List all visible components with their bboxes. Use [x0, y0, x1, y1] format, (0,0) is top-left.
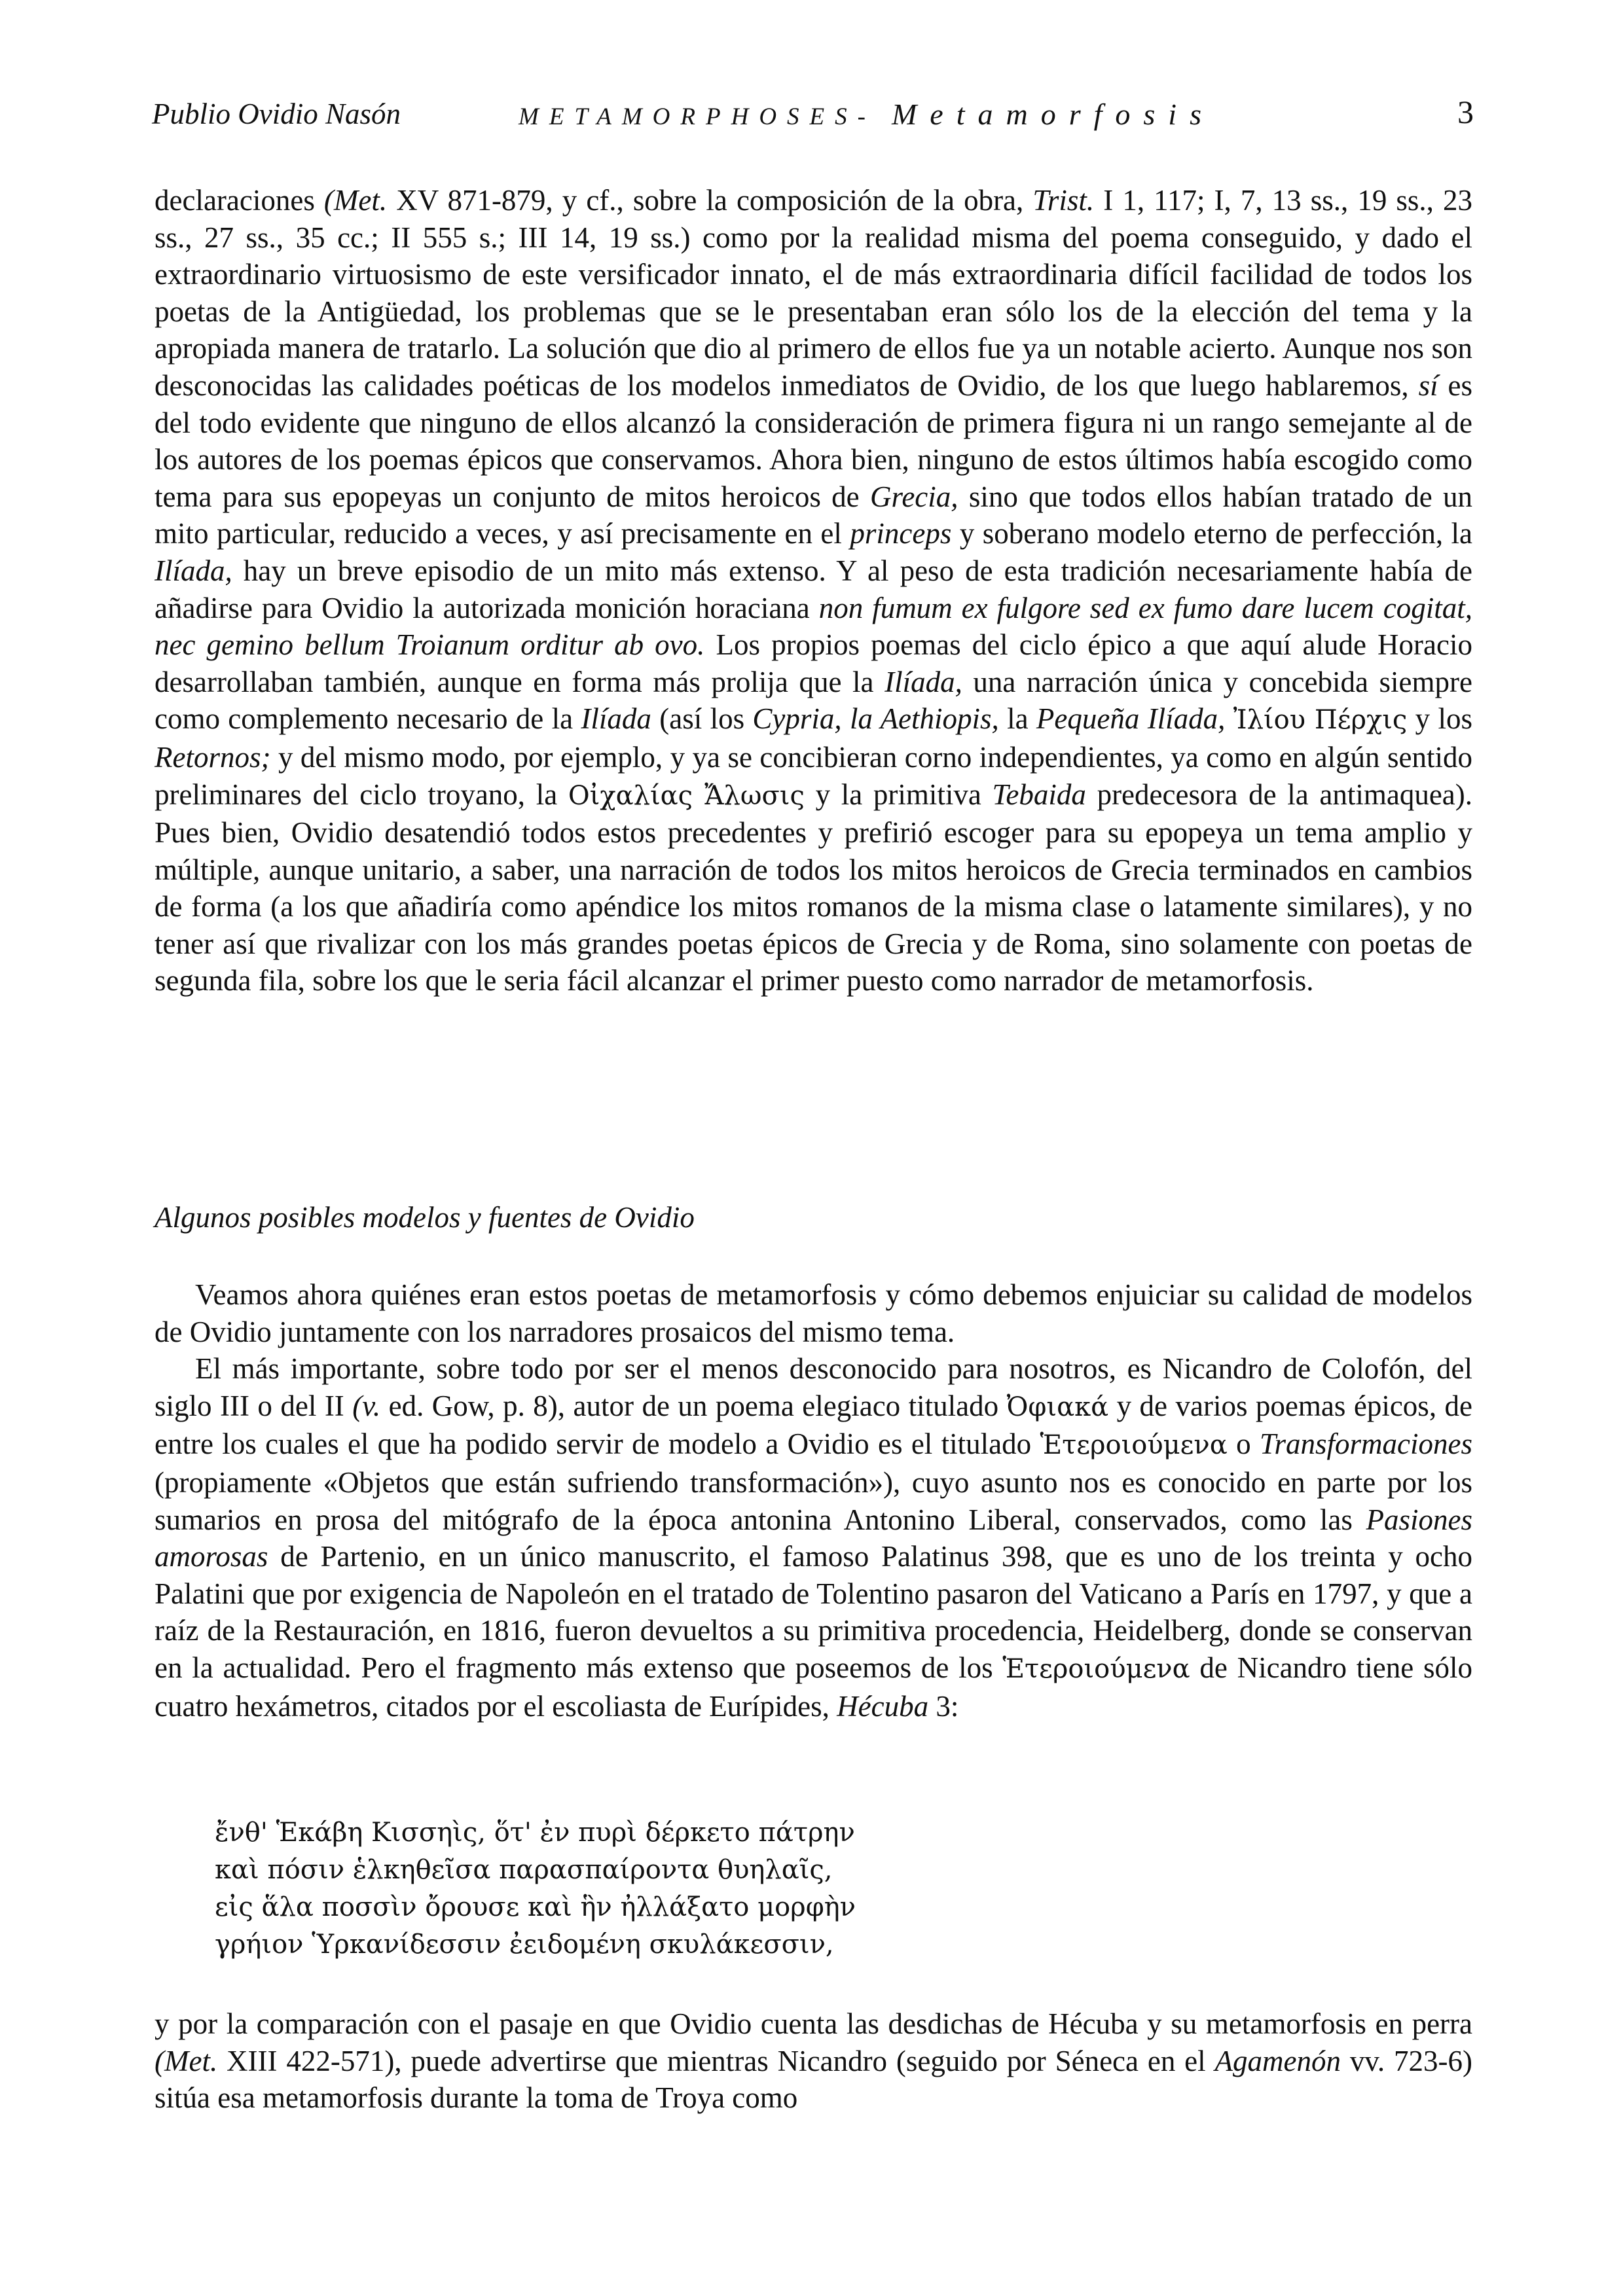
- italic-run: Ilíada,: [155, 554, 232, 587]
- page-number: 3: [1457, 94, 1474, 130]
- italic-run: Ilíada,: [884, 665, 962, 698]
- text-run: o: [1227, 1427, 1260, 1461]
- text-run: de Partenio, en un único manuscrito, el famoso Palatinus 398, que es uno de los treinta y ocho Palatini que por exigencia de Napoleón en el tratado de Tolentino pasaron del Vaticano a París en 1797, y que a raíz de la Restauración, en 1816, fueron devueltos a su primitiva procedencia, Heidelberg, donde se conservan en la actualidad. Pero el fragmento más extenso que poseemos de los: [155, 1540, 1472, 1684]
- header-separator: -: [857, 103, 876, 130]
- header-title: [519, 97, 1214, 132]
- italic-run: Hécuba: [837, 1689, 929, 1723]
- verse-line-2: καὶ πόσιν ἑλκηθεῖσα παρασπαίροντα θυηλαῖς,: [215, 1855, 833, 1885]
- text-run: y del mismo modo, por ejemplo, y ya se concibieran corno independientes, ya como en algún sentido preliminares del ciclo troyano, la: [155, 740, 1472, 811]
- greek-run: Οἰχαλίας Ἄλωσις: [568, 780, 805, 811]
- verse-line-3: εἰς ἅλα ποσσὶν ὄρουσε καὶ ἣν ἠλλάξατο μορφὴν: [215, 1892, 856, 1922]
- paragraph-4-text: [155, 2005, 1472, 2117]
- paragraph-1-text: [155, 182, 1472, 999]
- verse-line-4: γρήιον Ὑρκανίδεσσιν ἐειδομένη σκυλάκεσσιν,: [215, 1929, 834, 1960]
- italic-run: Trist.: [1032, 184, 1095, 217]
- text-run: y soberano modelo eterno de perfección, la: [951, 517, 1473, 550]
- paragraph-1: [155, 182, 1472, 999]
- text-run: vv. 723-6) sitúa esa metamorfosis durante la toma de Troya como: [155, 2044, 1472, 2115]
- text-run: [1225, 702, 1233, 735]
- italic-run: princeps: [850, 517, 952, 550]
- paragraph-block-2: [155, 1276, 1472, 1725]
- paragraph-3-text: [155, 1350, 1472, 1725]
- italic-run: Transformaciones: [1259, 1427, 1472, 1461]
- greek-run: Ὀφιακά: [1006, 1391, 1109, 1422]
- running-header: [152, 94, 1474, 143]
- text-run: El más importante, sobre todo por ser el menos desconocido para nosotros, es Nicandro de Colofón, del siglo III o del II: [155, 1352, 1472, 1422]
- text-run: la: [998, 702, 1036, 736]
- text-run: y la primitiva: [804, 778, 993, 811]
- text-run: declaraciones: [155, 184, 324, 217]
- header-author: Publio Ovidio Nasón: [152, 98, 401, 130]
- text-run: ed. Gow, p. 8), autor de un poema elegiaco titulado: [380, 1389, 1007, 1422]
- italic-run: Cypria, la Aethiopis,: [752, 702, 999, 736]
- italic-run: sí: [1418, 368, 1438, 402]
- text-run: hay un breve episodio de un mito más extenso. Y al peso de esta tradición necesariamente había de añadirse para Ovidio la autorizada monición horaciana: [155, 554, 1472, 624]
- italic-run: Agamenón: [1214, 2044, 1341, 2077]
- greek-run: Ἑτεροιούμενα: [1040, 1430, 1228, 1461]
- section-heading: Algunos posibles modelos y fuentes de Ovidio: [155, 1201, 695, 1234]
- italic-run: (v.: [352, 1389, 381, 1422]
- verse-line-1: ἔνθ' Ἑκάβη Κισσηὶς, ὅτ' ἐν πυρὶ δέρκετο πάτρην: [215, 1818, 855, 1848]
- text-run: XIII 422-571), puede advertirse que mientras Nicandro (seguido por Séneca en el: [217, 2044, 1215, 2077]
- italic-run: Ilíada: [581, 702, 651, 736]
- text-run: (propiamente «Objetos que están sufriendo transformación»), cuyo asunto nos es conocido en parte por los sumarios en prosa del mitógrafo de la época antonina Antonino Liberal, conservados, como las: [155, 1465, 1472, 1536]
- italic-run: Tebaida: [992, 778, 1086, 811]
- italic-run: non fumum ex fulgore sed ex fumo dare lucem cogitat, nec gemino bellum Troianum orditur ab ovo.: [155, 591, 1472, 662]
- greek-run: Ἰλίου Πέρχις: [1233, 705, 1408, 736]
- text-run: 3:: [928, 1689, 959, 1723]
- header-latin-title: METAMORPHOSES: [519, 103, 858, 130]
- italic-run: Retornos;: [155, 740, 271, 774]
- text-run: y de varios poemas épicos, de entre los cuales el que ha podido servir de modelo a Ovidio es el titulado: [155, 1389, 1473, 1461]
- italic-run: Pasiones amorosas: [155, 1503, 1472, 1573]
- italic-run: (Met.: [155, 2044, 218, 2077]
- paragraph-block-4: [155, 2005, 1472, 2117]
- greek-run: Ἑτεροιούμενα: [1002, 1653, 1190, 1684]
- italic-run: Pequeña Ilíada,: [1036, 702, 1226, 736]
- text-run: y por la comparación con el pasaje en que Ovidio cuenta las desdichas de Hécuba y su metamorfosis en perra: [155, 2007, 1472, 2040]
- italic-run: (Met.: [323, 184, 388, 217]
- paragraph-2-text: Veamos ahora quiénes eran estos poetas de metamorfosis y cómo debemos enjuiciar su calidad de modelos de Ovidio juntamente con los narradores prosaicos del mismo tema.: [155, 1278, 1472, 1348]
- text-run: (así los: [651, 702, 753, 736]
- text-run: Los propios poemas del ciclo épico a que aquí alude Horacio desarrollaban también, aunque en forma más prolija que la: [155, 628, 1472, 698]
- text-run: predecesora de la antimaquea). Pues bien, Ovidio desatendió todos estos precedentes y prefirió escoger para su epopeya un tema amplio y múltiple, aunque unitario, a saber, una narración de todos los mitos heroicos de Grecia terminados en cambios de forma (a los que añadiría como apéndice los mitos romanos de la misma clase o latamente similares), y no tener así que rivalizar con los más grandes poetas épicos de Grecia y de Roma, sino solamente con poetas de segunda fila, sobre los que le seria fácil alcanzar el primer puesto como narrador de metamorfosis.: [155, 778, 1473, 997]
- text-run: una narración única y concebida siempre como complemento necesario de la: [155, 665, 1472, 736]
- header-spanish-title: Metamorfosis: [891, 98, 1214, 131]
- text-run: de Nicandro tiene sólo cuatro hexámetros, citados por el escoliasta de Eurípides,: [155, 1651, 1472, 1723]
- text-run: es del todo evidente que ninguno de ellos alcanzó la consideración de primera figura ni un rango semejante al de los autores de los poemas épicos que conservamos. Ahora bien, ninguno de estos últimos había escogido como tema para sus epopeyas un conjunto de mitos heroicos de: [155, 368, 1472, 513]
- greek-verse-quote: [215, 1814, 856, 1964]
- text-run: y los: [1407, 702, 1472, 736]
- text-run: I 1, 117; I, 7, 13 ss., 19 ss., 23 ss., 27 ss., 35 cc.; II 555 s.; III 14, 19 ss.) como por la realidad misma del poema conseguido, y dado el extraordinario virtuosismo de este versificador innato, el de más extraordinaria difícil facilidad de todos los poetas de la Antigüedad, los problemas que se le presentaban eran sólo los de la elección del tema y la apropiada manera de tratarlo. La solución que dio al primero de ellos fue ya un notable acierto. Aunque nos son desconocidas las calidades poéticas de los modelos inmediatos de Ovidio, de los que luego hablaremos,: [155, 184, 1472, 402]
- italic-run: Grecia,: [869, 480, 958, 513]
- text-run: sino que todos ellos habían tratado de un mito particular, reducido a veces, y así precisamente en el: [155, 480, 1472, 550]
- text-run: XV 871-879, y cf., sobre la composición de la obra,: [387, 184, 1033, 217]
